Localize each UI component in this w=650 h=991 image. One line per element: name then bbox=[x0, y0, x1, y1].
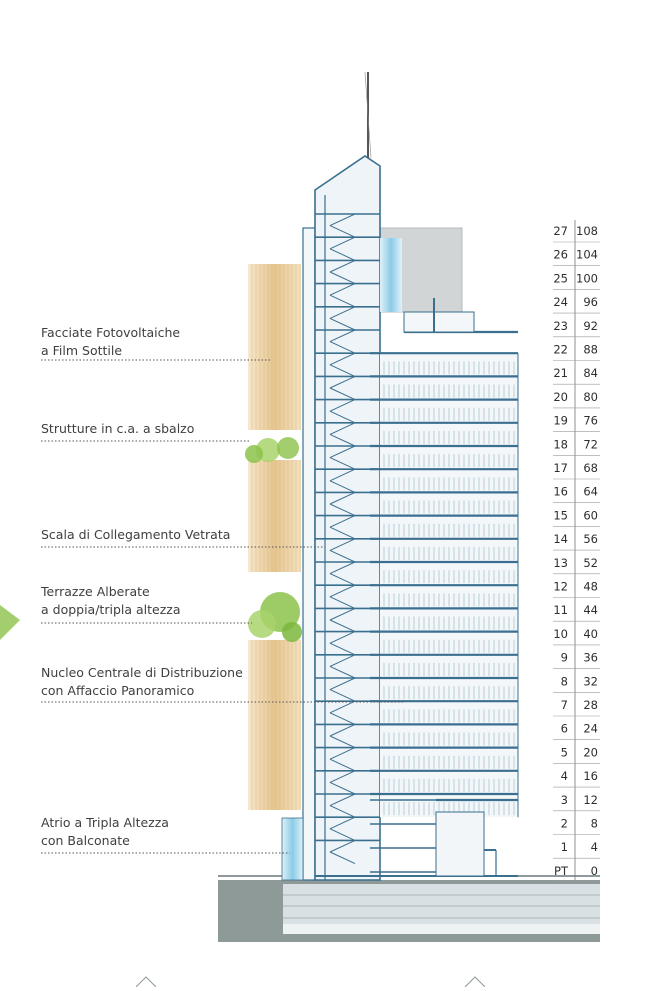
floor-elevation: 0 bbox=[590, 863, 598, 878]
annotation-scala-line1: Scala di Collegamento Vetrata bbox=[41, 527, 231, 542]
floor-number: 12 bbox=[553, 579, 568, 594]
floor-elevation: 20 bbox=[583, 745, 598, 760]
floor-number: 5 bbox=[560, 745, 568, 760]
floor-elevation: 4 bbox=[590, 840, 598, 855]
floor-elevation: 72 bbox=[583, 437, 598, 452]
floor-number: 4 bbox=[560, 769, 568, 784]
floor-elevation: 52 bbox=[583, 555, 598, 570]
annotation-nucleo-line2: con Affaccio Panoramico bbox=[41, 683, 195, 698]
annotation-facciate-line1: Facciate Fotovoltaiche bbox=[41, 325, 181, 340]
floor-elevation: 12 bbox=[583, 792, 598, 807]
annotation-terrazze-line2: a doppia/tripla altezza bbox=[41, 602, 181, 617]
floor-elevation: 92 bbox=[583, 318, 598, 333]
floor-elevation: 44 bbox=[583, 603, 598, 618]
floor-number: 22 bbox=[553, 342, 568, 357]
floor-number: 23 bbox=[553, 318, 568, 333]
floor-number: PT bbox=[554, 863, 568, 878]
floor-number: 18 bbox=[553, 437, 568, 452]
floor-number: 11 bbox=[553, 603, 568, 618]
floor-number: 1 bbox=[560, 840, 568, 855]
floor-elevation: 84 bbox=[583, 366, 598, 381]
floor-elevation: 24 bbox=[583, 721, 598, 736]
floor-elevation: 108 bbox=[576, 224, 598, 238]
floor-elevation: 64 bbox=[583, 484, 598, 499]
annotation-strutture-line1: Strutture in c.a. a sbalzo bbox=[41, 421, 195, 436]
floor-number: 9 bbox=[560, 650, 568, 665]
annotation-terrazze-line1: Terrazze Alberate bbox=[41, 584, 150, 599]
floor-table bbox=[553, 220, 600, 882]
spire bbox=[365, 72, 371, 158]
floor-elevation: 60 bbox=[583, 508, 598, 523]
floor-number: 13 bbox=[553, 555, 568, 570]
floor-number: 25 bbox=[553, 271, 568, 286]
ground-basement bbox=[218, 876, 600, 942]
annotation-strutture bbox=[41, 420, 194, 438]
annotation-atrio-line2: con Balconate bbox=[41, 833, 130, 848]
floor-number: 6 bbox=[560, 721, 568, 736]
annotation-atrio bbox=[41, 814, 169, 850]
lower-annex bbox=[436, 812, 496, 876]
floor-elevation: 68 bbox=[583, 461, 598, 475]
annotation-terrazze bbox=[41, 583, 181, 619]
floor-elevation: 48 bbox=[583, 579, 598, 594]
annotation-nucleo-line1: Nucleo Centrale di Distribuzione bbox=[41, 665, 243, 680]
floor-elevation: 96 bbox=[583, 295, 598, 310]
floor-elevation: 56 bbox=[583, 532, 598, 547]
bottom-markers bbox=[136, 977, 485, 987]
floor-number: 3 bbox=[560, 792, 568, 807]
annotation-facciate-line2: a Film Sottile bbox=[41, 343, 123, 358]
floor-number: 20 bbox=[553, 389, 568, 404]
annotation-facciate bbox=[41, 324, 180, 360]
floor-number: 17 bbox=[553, 461, 568, 475]
floor-number: 21 bbox=[553, 366, 568, 381]
floor-number: 19 bbox=[553, 413, 568, 428]
floor-elevation: 104 bbox=[576, 247, 598, 262]
pv-facade bbox=[248, 264, 301, 810]
annotation-nucleo bbox=[41, 664, 243, 700]
floor-number: 2 bbox=[560, 816, 568, 831]
floor-number: 26 bbox=[553, 247, 568, 262]
annotation-atrio-line1: Atrio a Tripla Altezza bbox=[41, 815, 169, 830]
floor-elevation: 100 bbox=[576, 271, 598, 286]
floor-elevation: 32 bbox=[583, 674, 598, 689]
floor-elevation: 40 bbox=[583, 626, 598, 641]
floor-number: 7 bbox=[560, 698, 568, 712]
floor-elevation: 8 bbox=[590, 816, 598, 831]
floor-number: 14 bbox=[553, 532, 568, 547]
floor-number: 24 bbox=[553, 295, 568, 310]
floor-elevation: 16 bbox=[583, 769, 598, 784]
floor-elevation: 80 bbox=[583, 389, 598, 404]
floor-elevation: 88 bbox=[583, 342, 598, 357]
floor-number: 10 bbox=[553, 626, 568, 641]
floor-elevation: 76 bbox=[583, 413, 598, 428]
floor-elevation: 28 bbox=[583, 698, 598, 712]
floor-elevation: 36 bbox=[583, 650, 598, 665]
floor-number: 8 bbox=[560, 674, 568, 689]
floor-number: 15 bbox=[553, 508, 568, 523]
floor-number: 16 bbox=[553, 484, 568, 499]
floor-number: 27 bbox=[553, 224, 568, 238]
annotation-scala bbox=[41, 526, 230, 544]
